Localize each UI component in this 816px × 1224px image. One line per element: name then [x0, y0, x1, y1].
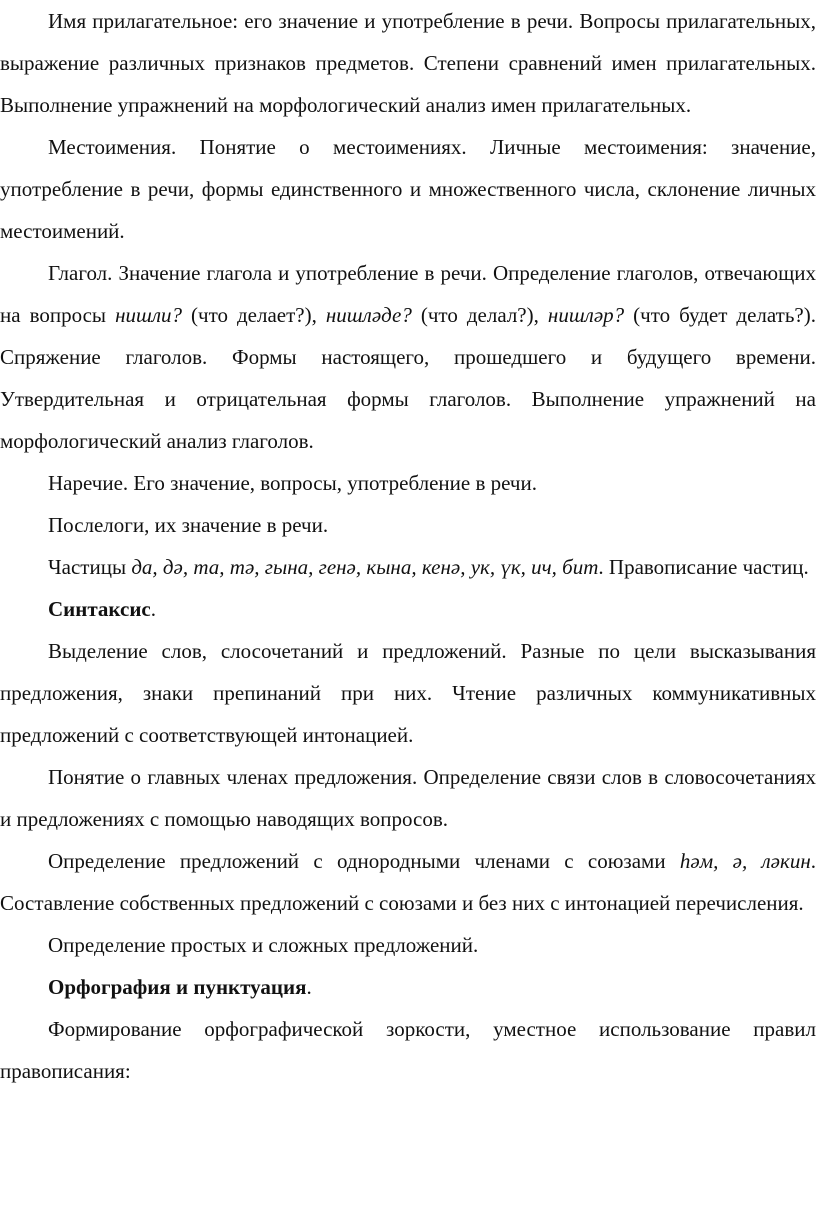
heading-syntax-text: Синтаксис [48, 597, 151, 621]
verb-question-nishlar: нишләр? [547, 303, 625, 327]
paragraph-postpositions [0, 504, 816, 546]
particles-text-2: . Правописание частиц. [598, 555, 809, 579]
paragraph-spelling-text: Формирование орфографической зоркости, уместное использование правил правописания: [0, 1017, 816, 1083]
paragraph-verb [0, 252, 816, 462]
paragraph-particles [0, 546, 816, 588]
heading-orthography-period: . [306, 975, 312, 999]
homogeneous-text-2: . Составление собственных предложений с союзами и без них с интонацией перечисления. [0, 849, 816, 915]
paragraph-adjective [0, 0, 816, 126]
paragraph-adjective-text: Имя прилагательное: его значение и употребление в речи. Вопросы прилагательных, выражение различных признаков предметов. Степени сравнений имен прилагательных. Выполнение упражнений на морфологический анализ имен прилагательных. [0, 9, 816, 117]
paragraph-adverb [0, 462, 816, 504]
homogeneous-conjunctions: һәм, ә, ләкин [679, 849, 811, 873]
paragraph-simple-complex [0, 924, 816, 966]
paragraph-adverb-text: Наречие. Его значение, вопросы, употребление в речи. [48, 471, 537, 495]
verb-question-nishli: нишли? [115, 303, 182, 327]
verb-text-2: (что делает?), [182, 303, 326, 327]
particles-list: да, дә, та, тә, гына, генә, кына, кенә, ук, үк, ич, бит [131, 555, 599, 579]
paragraph-pronouns-text: Местоимения. Понятие о местоимениях. Личные местоимения: значение, употребление в речи, формы единственного и множественного числа, склонение личных местоимений. [0, 135, 816, 243]
heading-orthography [0, 966, 816, 1008]
paragraph-pronouns [0, 126, 816, 252]
verb-question-nishlade: нишләде? [325, 303, 412, 327]
particles-text-1: Частицы [48, 555, 132, 579]
verb-text-3: (что делал?), [411, 303, 548, 327]
paragraph-postpositions-text: Послелоги, их значение в речи. [48, 513, 329, 537]
paragraph-sentences [0, 630, 816, 756]
verb-text-4: (что будет делать?). Спряжение глаголов. Формы настоящего, прошедшего и будущего времени. Утвердительная и отрицательная формы глаголов. Выполнение упражнений на морфологический анализ глаголов. [0, 303, 816, 453]
paragraph-spelling [0, 1008, 816, 1092]
paragraph-homogeneous [0, 840, 816, 924]
heading-syntax-period: . [150, 597, 157, 621]
verb-text-1: Глагол. Значение глагола и употребление в речи. Определение глаголов, отвечающих на вопросы [0, 261, 816, 327]
homogeneous-text-1: Определение предложений с однородными членами с союзами [48, 849, 680, 873]
paragraph-sentences-text: Выделение слов, слосочетаний и предложений. Разные по цели высказывания предложения, знаки препинаний при них. Чтение различных коммуникативных предложений с соответствующей интонацией. [0, 639, 816, 747]
paragraph-main-members [0, 756, 816, 840]
paragraph-simple-complex-text: Определение простых и сложных предложений. [48, 933, 479, 957]
paragraph-main-members-text: Понятие о главных членах предложения. Определение связи слов в словосочетаниях и предложениях с помощью наводящих вопросов. [0, 765, 816, 831]
heading-syntax [0, 588, 816, 630]
heading-orthography-text: Орфография и пунктуация [48, 975, 307, 999]
